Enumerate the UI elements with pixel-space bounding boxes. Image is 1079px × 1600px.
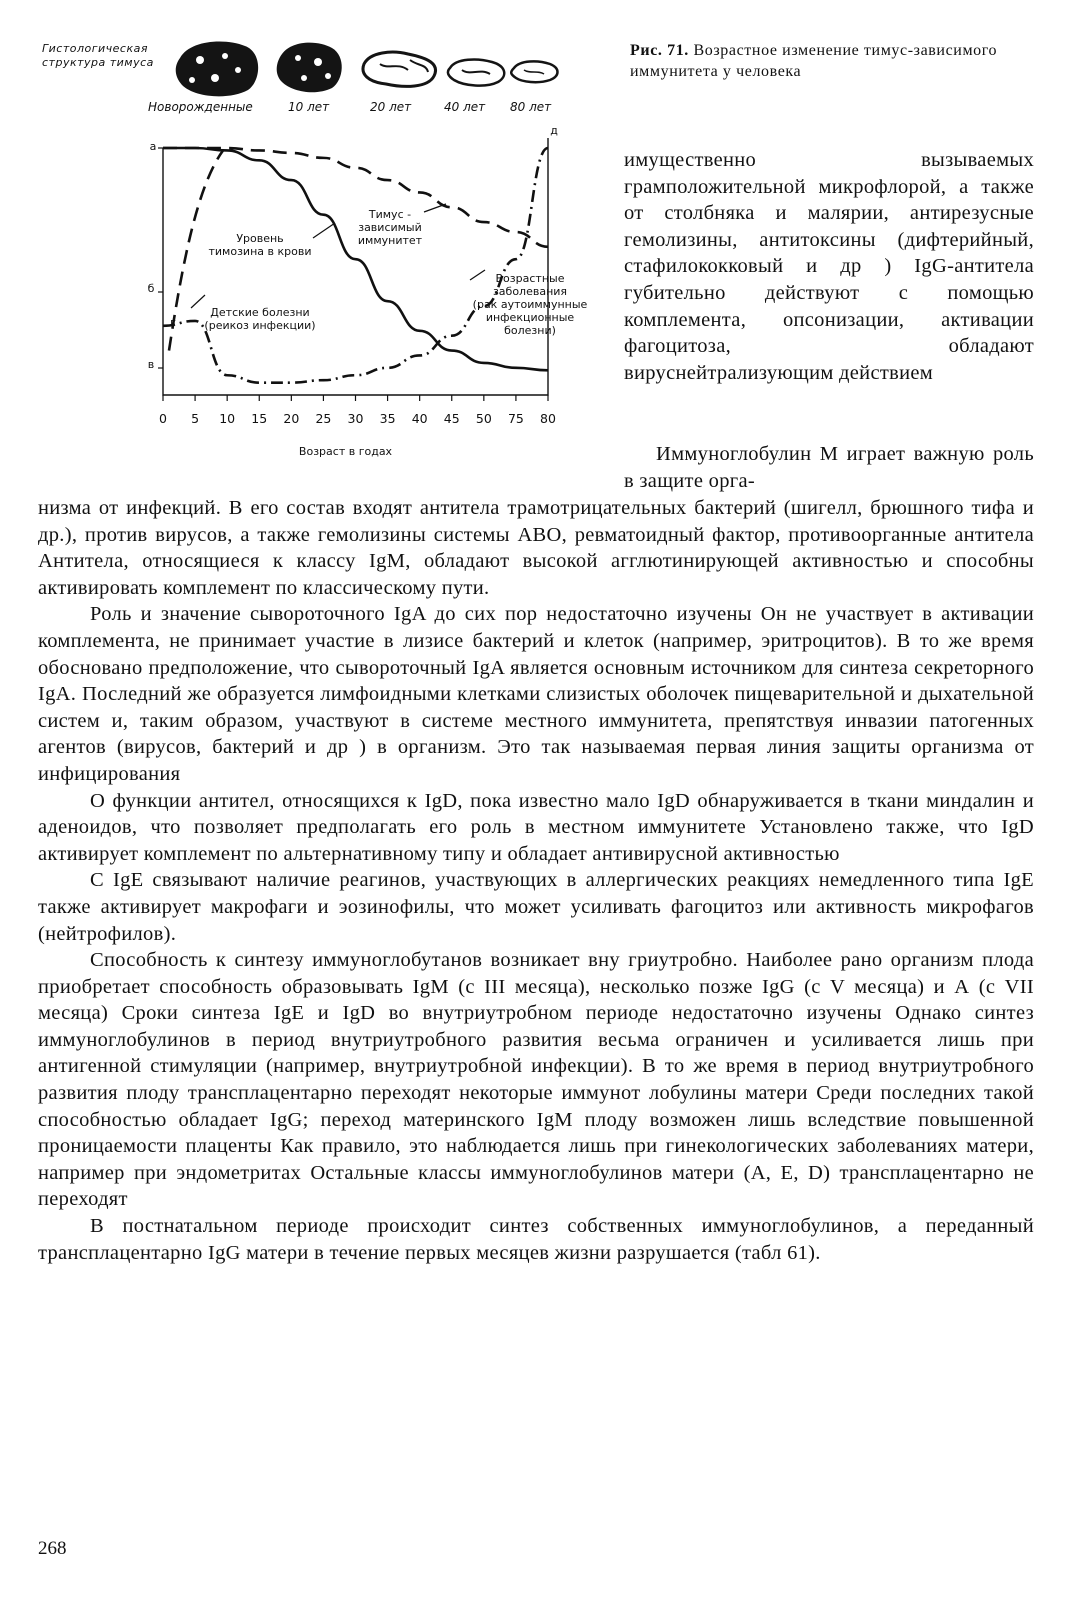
x-tick-label: 45: [443, 411, 460, 426]
series-line: [163, 148, 548, 383]
age-label-80: 80 лет: [510, 100, 552, 114]
series-line: [163, 148, 548, 370]
chart-annotation: [209, 232, 312, 258]
chart-annotation: [204, 306, 315, 332]
x-tick-label: 20: [283, 411, 300, 426]
x-tick-label: 40: [411, 411, 428, 426]
chart-annotation-line: зависимый: [358, 221, 422, 234]
figure-caption: [630, 40, 1030, 82]
series-line: [163, 148, 548, 247]
chart-annotation: [473, 272, 588, 337]
y-tick-label: б: [147, 282, 155, 295]
x-tick-label: 75: [507, 411, 524, 426]
paragraph: Способность к синтезу иммуноглобутанов возникает вну гриутробно. Наиболее рано организм плода приобретает способность образовывать IgM (с III месяца), несколько позже IgG (с V месяца) и А (с VII месяца) Сроки синтеза IgE и IgD во внутриутробном периоде недостаточно изучены Однако синтез иммуноглобулинов в период внутриутробного развития весьма ограничен и усиливается лишь при антигенной стимуляции (например, внутриутробной инфекции). В то же время в период внутриутробного развития плоду трансплацентарно переходят некоторые иммунот лобулины матери Среди последних такой способностью обладает IgG; переход материнского IgM плоду возможен лишь вследствие повышенной проницаемости плаценты Как правило, это наблюдается лишь при гинекологических заболеваниях матери, например при эндометритах Остальные классы иммуноглобулинов матери (А, Е, D) трансплацентарно не переходят: [38, 949, 1034, 1211]
chart-annotation-line: тимозина в крови: [208, 245, 312, 258]
paragraph: В постнатальном периоде происходит синтез собственных иммуноглобулинов, а переданный трансплацентарно IgG матери в течение первых месяцев жизни разрушается (табл 61).: [38, 1215, 1034, 1264]
x-tick-label: 15: [251, 411, 268, 426]
chart-lines: [163, 148, 548, 383]
x-tick-label: 10: [219, 411, 236, 426]
y-tick-label: в: [147, 358, 155, 371]
x-tick-label: 30: [347, 411, 364, 426]
x-tick-label: 25: [315, 411, 332, 426]
chart-annotation-line: (реикоз инфекции): [204, 319, 316, 332]
chart-annotation-line: заболевания: [492, 285, 568, 298]
chart-annotation-line: Возрастные: [495, 272, 565, 285]
chart-annotation-line: Уровень: [236, 232, 284, 245]
side-text: имущественно вызываемых грамположительной микрофлорой, а также от столбняка и малярии, антирезусные гемолизины, антитоксины (дифтерийный, стафилококковый и др ) IgG-антитела губительно действуют с помощью комплемента, опсонизации, активации фагоцитоза, обладают вируснейтрализующим действием: [624, 149, 1034, 384]
age-label-newborn: Новорожденные: [148, 100, 253, 114]
chart-annotation-line: иммунитет: [357, 234, 423, 247]
main-text: [38, 495, 1034, 1266]
page-number: 268: [38, 1538, 67, 1559]
age-label-20: 20 лет: [370, 100, 412, 114]
age-immunity-chart: [30, 30, 610, 470]
caption-text: Возрастное изменение тимус-зависимого иммунитета у человека: [630, 42, 998, 80]
annotation-arrow: [191, 295, 205, 308]
y-tick-label: д: [550, 124, 558, 137]
caption-number: Рис. 71.: [630, 42, 689, 59]
side-text-continuation: Иммуноглобулин М играет важную роль в защите орга-: [624, 443, 1034, 492]
x-tick-label: 35: [379, 411, 396, 426]
chart-frame: [163, 138, 548, 395]
age-label-40: 40 лет: [444, 100, 486, 114]
x-tick-label: 0: [159, 411, 167, 426]
x-tick-label: 80: [540, 411, 556, 426]
paragraph: О функции антител, относящихся к IgD, пока известно мало IgD обнаруживается в ткани миндалин и аденоидов, что позволяет предполагать его роль в местном иммунитете Установлено также, что IgD активирует комплемент по альтернативному типу и обладает антивирусной активностью: [38, 789, 1034, 865]
chart-annotation: [358, 208, 423, 247]
histology-label-line2: структура тимуса: [42, 56, 154, 69]
x-tick-label: 50: [475, 411, 492, 426]
chart-annotation-line: (рак аутоиммунные: [472, 298, 588, 311]
paragraph: низма от инфекций. В его состав входят антитела трамотрицательных бактерий (шигелл, брюшного тифа и др.), против вирусов, а также гемолизины системы АВО, ревматоидный фактор, противоорганные антитела Антитела, относящиеся к классу IgM, обладают высокой агглютинирующей активностью и способны активировать комплемент по классическому пути.: [38, 497, 1034, 599]
annotation-arrow: [470, 270, 485, 280]
chart-annotation-line: Детские болезни: [210, 306, 310, 319]
x-axis-label: Возраст в годах: [298, 445, 393, 458]
y-tick-label: г: [170, 316, 176, 329]
histology-label-line1: Гистологическая: [42, 42, 148, 55]
chart-annotation-line: болезни): [504, 324, 556, 337]
annotation-arrow: [313, 223, 335, 238]
chart-annotation-line: инфекционные: [485, 311, 575, 324]
annotation-arrow: [424, 204, 446, 212]
paragraph: Роль и значение сывороточного IgA до сих пор недостаточно изучены Он не участвует в активации комплемента, не принимает участие в лизисе бактерий и клеток (например, эритроцитов). В то же время обосновано предположение, что сывороточный IgA является основным источником для синтеза секреторного IgA. Последний же образуется лимфоидными клетками слизистых оболочек пищеварительной и дыхательной систем и, таким образом, участвуют в системе местного иммунитета, препятствуя инвазии патогенных агентов (вирусов, бактерий и др ) в организм. Это так называемая первая линия защиты организма от инфицирования: [38, 603, 1034, 785]
age-label-10: 10 лет: [288, 100, 330, 114]
y-tick-label: а: [149, 140, 157, 153]
x-tick-label: 5: [191, 411, 200, 426]
paragraph: С IgE связывают наличие реагинов, участвующих в аллергических реакциях немедленного типа IgE также активирует макрофаги и эозинофилы, что может усиливать фагоцитоз или активность микрофагов (нейтрофилов).: [38, 869, 1034, 945]
chart-annotation-line: Тимус -: [368, 208, 412, 221]
figure: [30, 30, 610, 470]
